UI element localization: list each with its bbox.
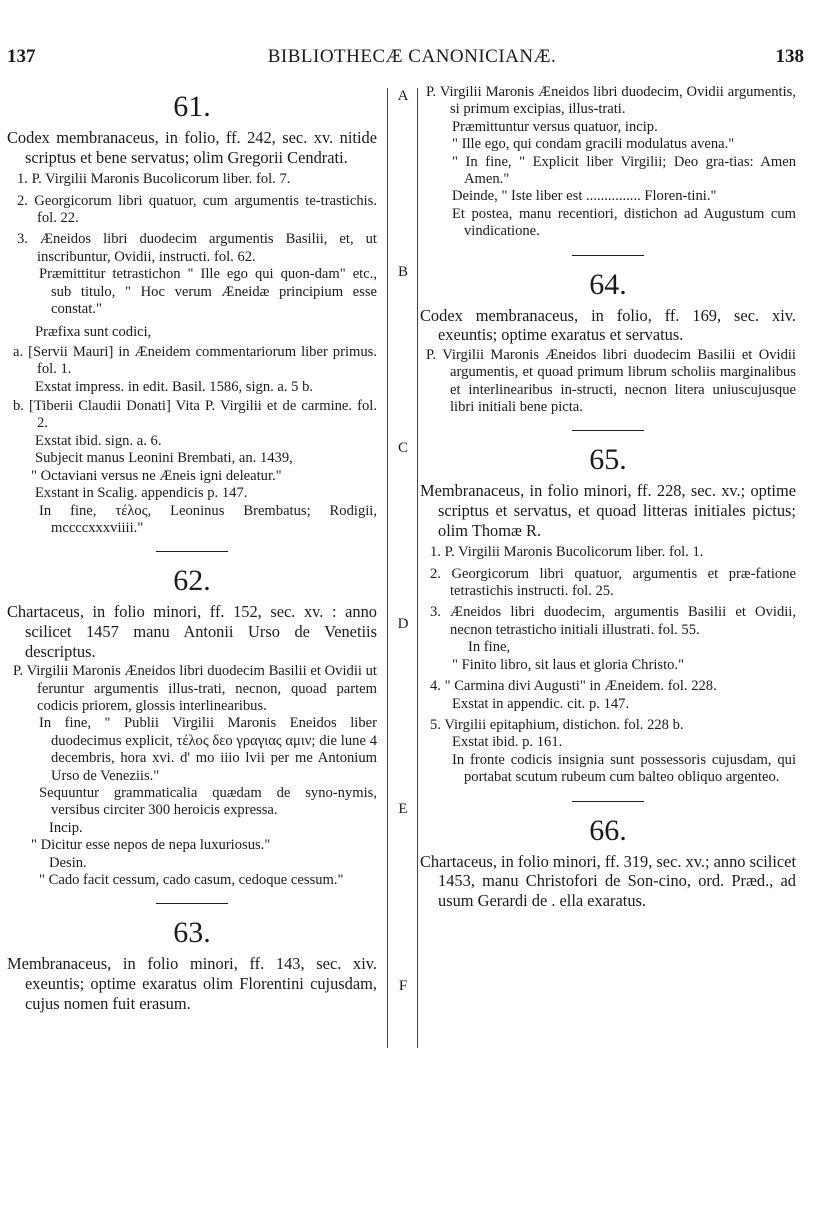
section-separator [572,255,644,256]
item-64-content: P. Virgilii Maronis Æneidos libri duodecim Basilii et Ovidii argumentis, et quoad primum librum scholiis marginalibus et interlinearibus in-structi, necnon litera uniuscujusque libri initiali bene picta. [426,346,796,416]
entry-number-62: 62. [173,564,211,598]
column-rule-right [417,88,418,1048]
page-header [0,46,824,74]
item-63-note-1: Præmittuntur versus quatuor, incip. [452,118,658,135]
codex-description-65: Membranaceus, in folio minori, ff. 228, sec. xv.; optime scriptus et servatus, et quoad litteras initiales pictus; olim Thomæ R. [420,481,796,540]
codex-description-61: Codex membranaceus, in folio, ff. 242, sec. xv. nitide scriptus et bene servatus; olim Gregorii Cendrati. [7,128,377,167]
item-5-note-2: In fronte codicis insignia sunt possessoris cujusdam, qui portabat scutum rubeum cum balteo obliquo argenteo. [452,751,796,786]
item-63-note-2: " Ille ego, qui condam gracili modulatus avena." [452,136,735,153]
entry-number-66: 66. [589,813,627,847]
item-5: 5. Virgilii epitaphium, distichon. fol. 228 b. [430,716,684,733]
item-62-content: P. Virgilii Maronis Æneidos libri duodecim Basilii et Ovidii ut feruntur argumentis illus-trati, necnon, quoad partem codicis priorem, glossis interlinearibus. [13,663,377,714]
subitem-b-note-3: " Octaviani versus ne Æneis igni deleatur." [31,467,282,484]
item-62-note-2: Sequuntur grammaticalia quædam de syno-nymis, versibus circiter 300 heroicis expressa. [39,784,377,819]
subitem-b-note-4: Exstant in Scalig. appendicis p. 147. [35,485,248,502]
page-number-right: 138 [775,46,804,67]
desin-label: Desin. [49,854,87,871]
codex-description-64: Codex membranaceus, in folio, ff. 169, sec. xiv. exeuntis; optime exaratus et servatus. [420,305,796,345]
left-column [7,84,377,1013]
item-63-note-5: Et postea, manu recentiori, distichon ad Augustum cum vindicatione. [452,205,796,240]
item-2: 2. Georgicorum libri quatuor, cum argumentis te-trastichis. fol. 22. [17,192,377,226]
codex-description-62: Chartaceus, in folio minori, ff. 152, sec. xv. : anno scilicet 1457 manu Antonii Urso de Venetiis descriptus. [7,602,377,661]
running-title: BIBLIOTHECÆ CANONICIANÆ. [267,46,557,67]
item-3-note-2: " Finito libro, sit laus et gloria Christo." [452,656,685,673]
item-4-note: Exstat in appendic. cit. p. 147. [452,695,630,712]
item-3-note: Præmittitur tetrastichon " Ille ego qui quon-dam" etc., sub titulo, " Hoc verum Æneidæ principium esse constat." [39,266,377,318]
margin-marker-a: A [397,88,409,104]
codex-description-66: Chartaceus, in folio minori, ff. 319, sec. xv.; anno scilicet 1453, manu Christofori de Son-cino, ord. Præd., ad usum Gerardi de . ella exaratus. [420,851,796,910]
item-1: 1. P. Virgilii Maronis Bucolicorum liber. fol. 7. [17,171,291,188]
item-1: 1. P. Virgilii Maronis Bucolicorum liber. fol. 1. [430,544,704,561]
incip-text: " Dicitur esse nepos de nepa luxuriosus." [31,837,271,854]
subitem-b-note-5: In fine, τέλος, Leoninus Brembatus; Rodigii, mccccxxxviiii." [39,502,377,536]
item-5-note-1: Exstat ibid. p. 161. [452,734,563,751]
item-3: 3. Æneidos libri duodecim argumentis Basilii, et, ut inscribuntur, Ovidii, instructi. fol. 62. [17,231,377,265]
margin-marker-d: D [397,616,409,632]
margin-marker-f: F [398,978,408,994]
subitem-b: b. [Tiberii Claudii Donati] Vita P. Virgilii et de carmine. fol. 2. [13,398,377,432]
subitem-b-note-1: Exstat ibid. sign. a. 6. [35,432,162,449]
section-separator [156,903,228,904]
subitem-a: a. [Servii Mauri] in Æneidem commentariorum liber primus. fol. 1. [13,343,377,378]
page-number-left: 137 [7,46,36,67]
prefixa-line: Præfixa sunt codici, [35,324,152,341]
item-63-note-4: Deinde, " Iste liber est ............... Floren-tini." [452,188,717,205]
codex-description-63: Membranaceus, in folio minori, ff. 143, sec. xiv. exeuntis; optime exaratus olim Florentini cujusdam, cujus nomen fuit erasum. [7,954,377,1013]
item-3-note-1: In fine, [468,639,511,656]
subitem-b-note-2: Subjecit manus Leonini Brembati, an. 1439, [35,450,293,467]
item-4: 4. " Carmina divi Augusti" in Æneidem. fol. 228. [430,678,717,695]
incip-label: Incip. [49,819,83,836]
section-separator [572,430,644,431]
item-3: 3. Æneidos libri duodecim, argumentis Basilii et Ovidii, necnon tetrasticho initiali illustrati. fol. 55. [430,604,796,638]
entry-number-61: 61. [173,90,211,123]
desin-text: " Cado facit cessum, cado casum, cedoque cessum." [39,871,344,888]
margin-marker-e: E [398,801,408,817]
item-62-note-1: In fine, " Publii Virgilii Maronis Eneidos liber duodecimus explicit, τέλος δεο γραγιας αμιν; die lune 4 decembris, hora xvi. d' mo iiio lvii per me Antonium Urso de Veneziis." [39,715,377,784]
subitem-a-note: Exstat impress. in edit. Basil. 1586, sign. a. 5 b. [35,378,314,395]
entry-number-65: 65. [589,443,627,477]
margin-marker-b: B [397,264,408,280]
entry-number-63: 63. [173,916,211,950]
entry-number-64: 64. [589,267,627,301]
margin-marker-c: C [397,440,408,456]
right-column [420,84,796,910]
item-2: 2. Georgicorum libri quatuor, argumentis et præ-fatione tetrastichis instructi. fol. 25. [430,565,796,600]
item-63-note-3: " In fine, " Explicit liber Virgilii; Deo gra-tias: Amen Amen." [452,153,796,188]
item-63-content: P. Virgilii Maronis Æneidos libri duodecim, Ovidii argumentis, si primum excipias, illus-trati. [426,84,796,118]
column-rule-left [387,88,388,1048]
section-separator [156,551,228,552]
section-separator [572,801,644,802]
